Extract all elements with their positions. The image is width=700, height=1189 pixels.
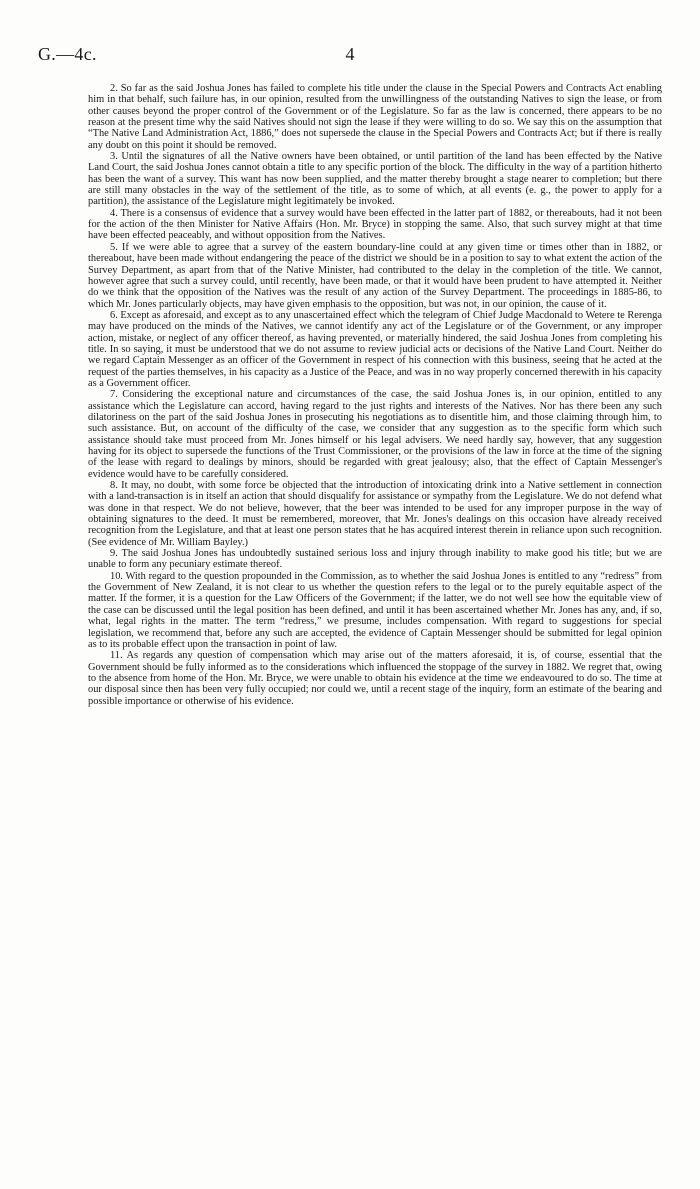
paragraph-4: 4. There is a consensus of evidence that a survey would have been effected in the latter part of 1882, or thereabouts, had it not been for the action of the then Minister for Native Affairs (Hon. Mr. Bryce) in stopping the same. Also, that such survey might at that time have been effected peaceably, and without opposition from the Natives. xyxy=(88,207,662,242)
paragraph-7: 7. Considering the exceptional nature and circumstances of the case, the said Joshua Jones is, in our opinion, entitled to any assistance which the Legislature can accord, having regard to the just rights and interests of the Natives. Nor has there been any such dilatoriness on the part of the said Joshua Jones in prosecuting his negotiations as to disentitle him, and those claiming through him, to such assistance. But, on account of the difficulty of the case, we consider that any suggestion as to the specific form which such assistance should take must proceed from Mr. Jones himself or his legal advisers. We need hardly say, however, that any suggestion having for its object to supersede the functions of the Trust Commissioner, or the provisions of the law in force at the time of the signing of the lease with regard to dealings by minors, should be regarded with great jealousy; also, that the effect of Captain Messenger's evidence would have to be carefully considered. xyxy=(88,389,662,480)
paragraph-2: 2. So far as the said Joshua Jones has failed to complete his title under the clause in the Special Powers and Contracts Act enabling him in that behalf, such failure has, in our opinion, resulted from the unwillingness of the outstanding Natives to sign the lease, or from other causes beyond the proper control of the Government or of the Legislature. So far as the law is concerned, there appears to be no reason at the present time why the said Natives should not sign the lease if they were willing to do so. We say this on the assumption that “The Native Land Administration Act, 1886,” does not supersede the clause in the Special Powers and Contracts Act; but if there is really any doubt on this point it should be removed. xyxy=(88,83,662,151)
page-header xyxy=(38,44,662,68)
paragraph-5: 5. If we were able to agree that a survey of the eastern boundary-line could at any given time or times other than in 1882, or thereabout, have been made without endangering the peace of the district we should be in a position to say to what extent the action of the Survey Department, as apart from that of the Native Minister, had contributed to the delay in the completion of the title. We cannot, however agree that such a survey could, until recently, have been made, or that it would have been prudent to have attempted it. Neither do we think that the opposition of the Natives was the result of any action of the Survey Department. The proceedings in 1885-86, to which Mr. Jones particularly objects, may have given emphasis to the opposition, but was not, in our opinion, the cause of it. xyxy=(88,241,662,310)
page-number: 4 xyxy=(345,44,355,64)
paragraph-10: 10. With regard to the question propounded in the Commission, as to whether the said Joshua Jones is entitled to any “redress” from the Government of New Zealand, it is not clear to us whether the question refers to the legal or to the purely equitable aspect of the matter. If the former, it is a question for the Law Officers of the Government; if the latter, we do not well see how the equitable view of the case can be discussed until the legal position has been defined, and until it has been ascertained whether Mr. Jones has any, and, if so, what, legal rights in the matter. The term “redress,” we presume, includes compensation. With regard to suggestions for special legislation, we recommend that, before any such are accepted, the evidence of Captain Messenger should be submitted for legal opinion as to its probable effect upon the transaction in point of law. xyxy=(88,570,662,650)
paragraph-11: 11. As regards any question of compensation which may arise out of the matters aforesaid, it is, of course, essential that the Government should be fully informed as to the considerations which influenced the stoppage of the survey in 1882. We regret that, owing to the absence from home of the Hon. Mr. Bryce, we were unable to obtain his evidence at the time we endeavoured to do so. The time at our disposal since then has been very fully occupied; nor could we, until a recent stage of the inquiry, form an estimate of the bearing and possible importance or otherwise of his evidence. xyxy=(88,650,662,707)
paragraph-6: 6. Except as aforesaid, and except as to any unascertained effect which the telegram of Chief Judge Macdonald to Wetere te Rerenga may have produced on the minds of the Natives, we cannot identify any act of the Legislature or of the Government, or any improper action, mistake, or neglect of any officer thereof, as having prevented, or materially hindered, the said Joshua Jones from completing his title. In so saying, it must be understood that we do not assume to review judicial acts or decisions of the Native Land Court. Neither do we regard Captain Messenger as an officer of the Government in respect of his connection with this business, seeing that he acted at the request of the parties themselves, in his capacity as a Justice of the Peace, and was in no way properly concerned therewith in his capacity as a Government officer. xyxy=(88,309,662,389)
document-reference: G.—4c. xyxy=(38,44,97,64)
paragraph-3: 3. Until the signatures of all the Native owners have been obtained, or until partition of the land has been effected by the Native Land Court, the said Joshua Jones cannot obtain a title to any specific portion of the block. The difficulty in the way of a partition hitherto has been the want of a survey. This want has now been supplied, and the matter thereby brought a stage nearer to completion; but there are still many obstacles in the way of the settlement of the title, as to some of which, at all events (e. g., the power to apply for a partition), the assistance of the Legislature might legitimately be invoked. xyxy=(88,151,662,208)
document-body xyxy=(88,83,662,707)
paragraph-9: 9. The said Joshua Jones has undoubtedly sustained serious loss and injury through inability to make good his title; but we are unable to form any pecuniary estimate thereof. xyxy=(88,548,662,571)
paragraph-8: 8. It may, no doubt, with some force be objected that the introduction of intoxicating drink into a Native settlement in connection with a land-transaction is in itself an action that should disqualify for assistance or sympathy from the Legislature. We do not defend what was done in that respect. We do not believe, however, that the beer was intended to be used for any improper purpose in the way of obtaining signatures to the deed. It must be remembered, moreover, that Mr. Jones's dealings on this occasion have already received recognition from the Legislature, and that at least one person states that he has acquired interest therein in reliance upon such recognition. (See evidence of Mr. William Bayley.) xyxy=(88,480,662,548)
